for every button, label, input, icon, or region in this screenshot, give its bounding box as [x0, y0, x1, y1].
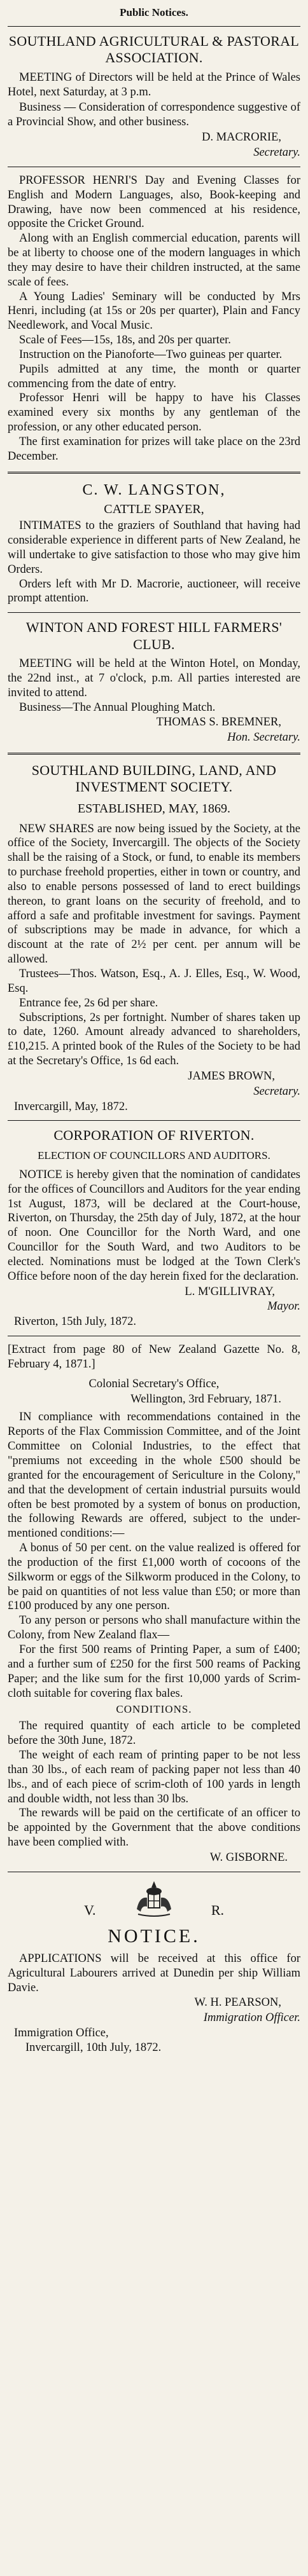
notice-body: INTIMATES to the graziers of Southland that having had considerable experience in different parts of New Zealand, he will undertake to give satisfaction to those who may give him Orders.	[8, 519, 300, 576]
gazette-office: Colonial Secretary's Office,	[88, 1377, 220, 1390]
signature-name: W. H. PEARSON,	[194, 1996, 281, 2010]
signature-name: L. M'GILLIVRAY,	[185, 1285, 275, 1298]
notice-title: SOUTHLAND AGRICULTURAL & PASTORAL ASSOCIATION.	[8, 32, 300, 66]
notice-body: MEETING will be held at the Winton Hotel, on Monday, the 22nd inst., at 7 o'clock, p.m. All parties interested are invited to attend.	[8, 657, 300, 699]
notice-riverton	[8, 1127, 300, 1329]
notice-title: SOUTHLAND BUILDING, LAND, AND INVESTMENT SOCIETY.	[31, 762, 277, 795]
royal-crest-icon	[132, 1879, 176, 1918]
notice-paragraph: The weight of each ream of printing paper to be not less than 30 lbs., of each ream of packing paper not less than 40 lbs., and of each piece of scrim-cloth of 100 yards in length and double width, not less than 30 lbs.	[8, 1749, 300, 1805]
notice-subtitle: ESTABLISHED, MAY, 1869.	[77, 801, 231, 816]
notice-business: Business—The Annual Ploughing Match.	[19, 701, 216, 714]
notice-body: NEW SHARES are now being issued by the Society, at the office of the Society, Invercargill. The objects of the Society shall be the raising of a Stock, or fund, to enable its members to purchase freehold properties, either in town or country, and also to enable persons possessed of land to erect buildings thereon, to grant loans on the security of freehold, and to afford a safe and profitable investment for savings. Payment of subscriptions may be made in advance, for which a discount at the rate of 2½ per cent. per annum will be allowed.	[8, 822, 300, 966]
notice-title: NOTICE.	[108, 1925, 200, 1947]
notice-immigration	[8, 1879, 300, 2055]
notice-agricultural	[8, 33, 300, 160]
notice-henri	[8, 174, 300, 464]
notice-title: CORPORATION OF RIVERTON.	[53, 1127, 255, 1144]
gazette-date: Wellington, 3rd February, 1871.	[130, 1392, 281, 1406]
notice-building-society	[8, 762, 300, 1114]
divider	[8, 753, 300, 755]
notice-subtitle: ELECTION OF COUNCILLORS AND AUDITORS.	[38, 1149, 270, 1161]
gazette-extract: [Extract from page 80 of New Zealand Gazette No. 8, February 4, 1871.]	[8, 1343, 300, 1371]
signature-place: Riverton, 15th July, 1872.	[14, 1315, 137, 1329]
signature-title: Secretary.	[253, 146, 300, 159]
notice-business: Business — Consideration of correspondence suggestive of a Provincial Show, and other business.	[8, 101, 300, 129]
notice-title: WINTON AND FOREST HILL FARMERS' CLUB.	[25, 619, 283, 652]
gazette-conditions-heading: CONDITIONS.	[116, 1703, 192, 1716]
signature-place: Invercargill, May, 1872.	[14, 1100, 128, 1113]
signature-name: D. MACRORIE,	[202, 131, 281, 144]
notice-paragraph: Instruction on the Pianoforte—Two guineas per quarter.	[19, 348, 283, 361]
notice-paragraph: Subscriptions, 2s per fortnight. Number of shares taken up to date, 1260. Amount already advanced to shareholders, £10,215. A printed book of the Rules of the Society to be had at the Secretary's Office, 1s 6d each.	[8, 1011, 300, 1068]
notice-paragraph: For the first 500 reams of Printing Paper, a sum of £400; and a further sum of £250 for the first 500 reams of Packing Paper; and the like sum for the first 10,000 yards of Scrim-cloth suitable for covering flax bales.	[8, 1643, 300, 1700]
notice-entrance: Entrance fee, 2s 6d per share.	[19, 996, 158, 1010]
notice-paragraph: A Young Ladies' Seminary will be conducted by Mrs Henri, including (at 15s or 20s per quarter), Plain and Fancy Needlework, and Vocal Music.	[8, 290, 300, 332]
notice-winton	[8, 619, 300, 745]
notice-title: C. W. LANGSTON,	[82, 481, 226, 498]
royal-crest-row	[8, 1879, 300, 1921]
signature-title: Mayor.	[267, 1300, 300, 1313]
signature-name: JAMES BROWN,	[188, 1069, 275, 1083]
notice-paragraph: The rewards will be paid on the certificate of an officer to be appointed by the Government that the above conditions have been complied with.	[8, 1807, 300, 1849]
divider	[8, 26, 300, 27]
signature-title: Hon. Secretary.	[227, 731, 300, 744]
notice-body: APPLICATIONS will be received at this office for Agricultural Labourers arrived at Dunedin per ship William Davie.	[8, 1952, 300, 1994]
notice-paragraph: IN compliance with recommendations contained in the Reports of the Flax Commission Committee, and of the Joint Committee on Colonial Industries, to the effect that "premiums not exceeding in the whole £500 should be granted for the encouragement of Sericulture in the Colony," and that the development of certain industrial pursuits would often be best promoted by a system of bonus on production, the following Rewards are offered, subject to the under-mentioned conditions:—	[8, 1411, 300, 1540]
crest-letter-v: V.	[84, 1901, 96, 1918]
notice-paragraph: To any person or persons who shall manufacture within the Colony, from New Zealand flax—	[8, 1614, 300, 1642]
signature-name: W. GISBORNE.	[209, 1851, 288, 1864]
crest-letter-r: R.	[211, 1901, 224, 1918]
notice-paragraph: The first examination for prizes will take place on the 23rd December.	[8, 435, 300, 463]
notice-gazette	[8, 1343, 300, 1865]
notice-paragraph: The required quantity of each article to be completed before the 30th June, 1872.	[8, 1720, 300, 1748]
notice-paragraph: Scale of Fees—15s, 18s, and 20s per quarter.	[19, 334, 231, 347]
notice-paragraph: A bonus of 50 per cent. on the value realized is offered for the production of the first £1,000 worth of cocoons of the Silkworm or eggs of the Silkworm produced in the Colony, to be paid on quantities of not less value than £50; or more than £100 produced by any one person.	[8, 1542, 300, 1613]
notice-paragraph: Along with an English commercial education, parents will be at liberty to choose one of the modern languages in which they may desire to have their children instructed, at the same scale of fees.	[8, 232, 300, 289]
divider	[8, 472, 300, 474]
divider	[8, 612, 300, 613]
notice-subtitle: CATTLE SPAYER,	[104, 502, 204, 516]
notice-body: NOTICE is hereby given that the nomination of candidates for the offices of Councillors and Auditors for the year ending 1st August, 1873, will be declared at the Court-house, Riverton, on Thursday, the 25th day of July, 1872, at the hour of noon. One Councillor for the North Ward, and one Councillor for the South Ward, and two Auditors to be elected. Nominations must be lodged at the Town Clerk's Office before noon of the day herein fixed for the declaration.	[8, 1168, 300, 1283]
notice-office: Immigration Office,	[14, 2027, 109, 2040]
signature-title: Immigration Officer.	[203, 2011, 300, 2025]
notice-body: MEETING of Directors will be held at the Prince of Wales Hotel, next Saturday, at 3 p.m.	[8, 71, 300, 99]
notice-langston	[8, 481, 300, 606]
divider	[8, 1120, 300, 1121]
notice-paragraph: Professor Henri will be happy to have his Classes examined every six months by any gentleman of the profession, or any other educated person.	[8, 392, 300, 434]
notice-paragraph: PROFESSOR HENRI'S Day and Evening Classes for English and Modern Languages, also, Book-keeping and Drawing, have now been commenced at his residence, opposite the Cricket Ground.	[8, 174, 300, 231]
signature-title: Secretary.	[253, 1085, 300, 1098]
notice-place: Invercargill, 10th July, 1872.	[25, 2041, 162, 2054]
section-header: Public Notices.	[120, 6, 188, 18]
notice-paragraph: Orders left with Mr D. Macrorie, auctioneer, will receive prompt attention.	[8, 577, 300, 605]
notice-trustees: Trustees—Thos. Watson, Esq., A. J. Elles, Esq., W. Wood, Esq.	[8, 968, 300, 995]
notice-paragraph: Pupils admitted at any time, the month or quarter commencing from the date of entry.	[8, 362, 300, 390]
signature-name: THOMAS S. BREMNER,	[156, 716, 281, 729]
